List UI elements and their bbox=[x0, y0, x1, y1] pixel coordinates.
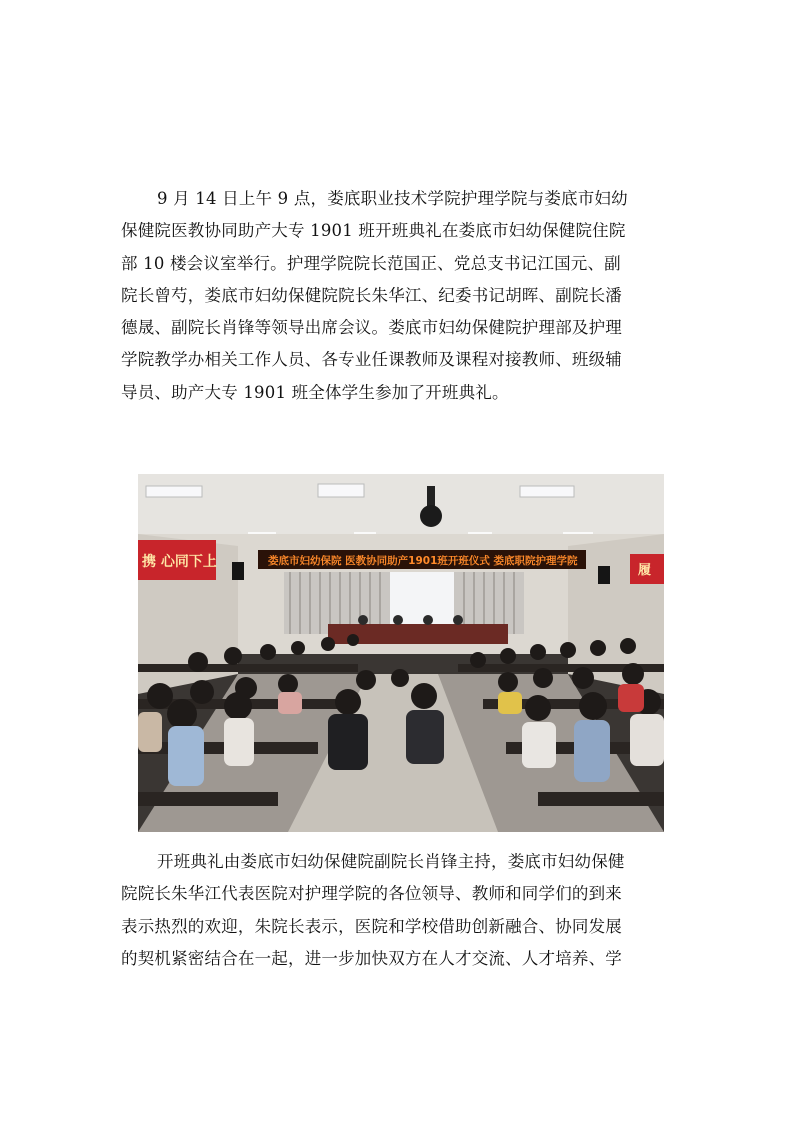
text-line: 院长曾芍，娄底市妇幼保健院院长朱华江、纪委书记胡晖、副院长潘 bbox=[121, 285, 622, 305]
intro-paragraph bbox=[121, 183, 673, 409]
ceremony-photo bbox=[138, 474, 664, 832]
classroom-scene bbox=[138, 474, 664, 832]
text-line: 德晟、副院长肖锋等领导出席会议。娄底市妇幼保健院护理部及护理 bbox=[121, 318, 622, 338]
text-line: 开班典礼由娄底市妇幼保健院副院长肖锋主持，娄底市妇幼保健 bbox=[157, 852, 625, 871]
text-line: 院院长朱华江代表医院对护理学院的各位领导、教师和同学们的到来 bbox=[121, 884, 622, 904]
text-line: 部 10 楼会议室举行。护理学院院长范国正、党总支书记江国元、副 bbox=[121, 253, 621, 273]
text-line: 的契机紧密结合在一起，进一步加快双方在人才交流、人才培养、学 bbox=[121, 948, 622, 968]
text-line: 学院教学办相关工作人员、各专业任课教师及课程对接教师、班级辅 bbox=[121, 350, 622, 370]
text-line: 表示热烈的欢迎，朱院长表示，医院和学校借助创新融合、协同发展 bbox=[121, 916, 622, 936]
text-line: 9 月 14 日上午 9 点，娄底职业技术学院护理学院与娄底市妇幼 bbox=[157, 189, 628, 208]
led-banner-text: 娄底市妇幼保院 医教协同助产1901班开班仪式 娄底职院护理学院 bbox=[268, 555, 578, 567]
right-sign-text: 履 bbox=[638, 563, 652, 578]
text-line: 导员、助产大专 1901 班全体学生参加了开班典礼。 bbox=[121, 382, 509, 402]
second-paragraph bbox=[121, 846, 673, 975]
text-line: 保健院医教协同助产大专 1901 班开班典礼在娄底市妇幼保健院住院 bbox=[121, 221, 626, 241]
left-sign-text: 携 心同下上 bbox=[142, 554, 217, 570]
